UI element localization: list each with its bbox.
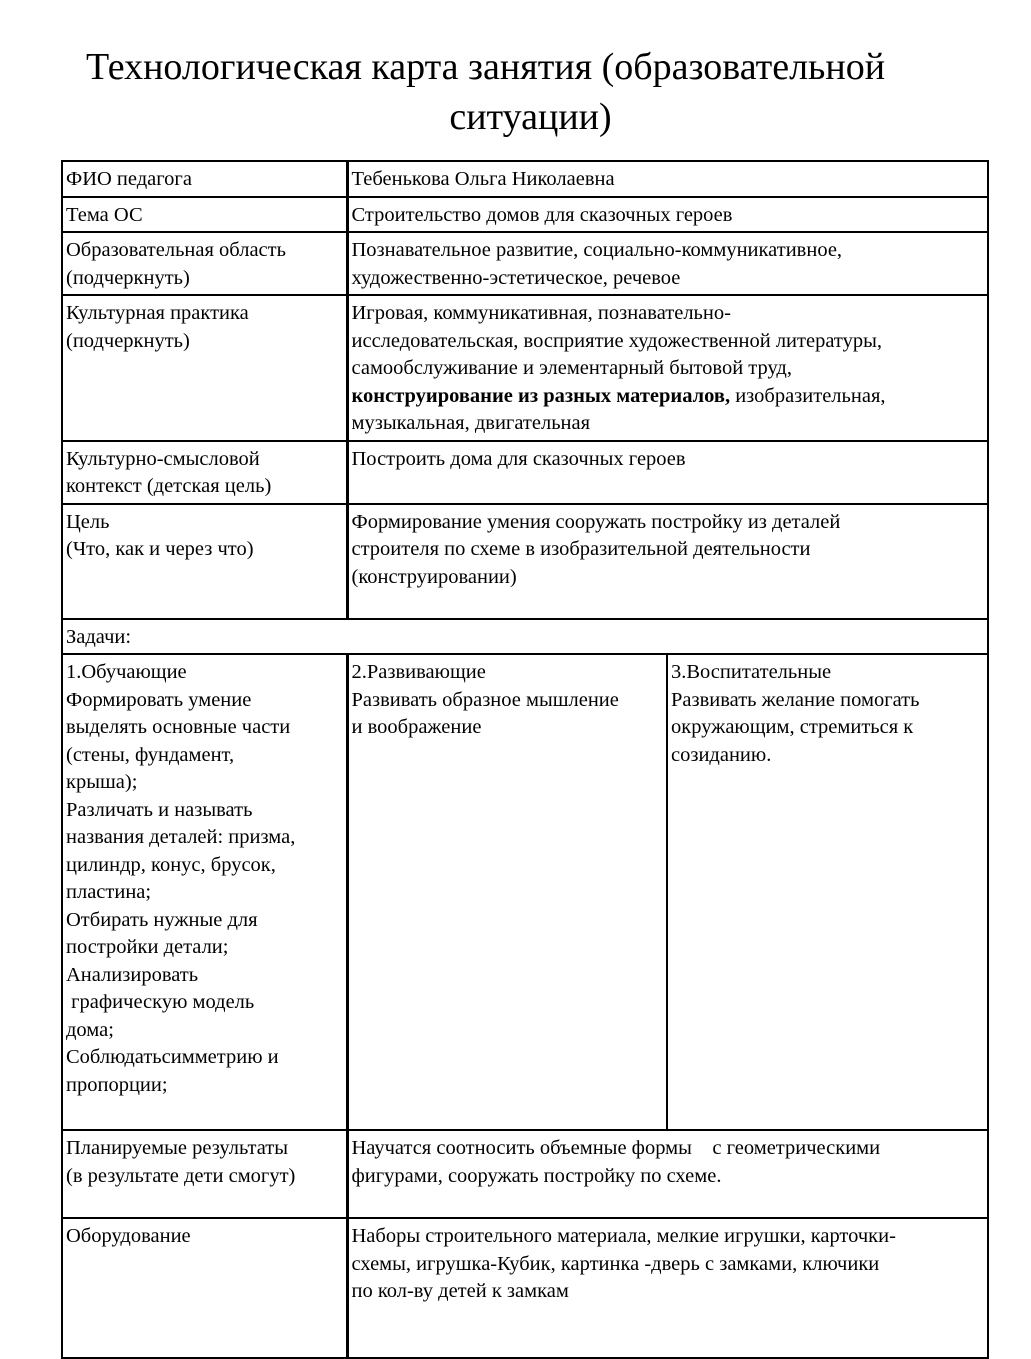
- table-row-results: [62, 1130, 988, 1218]
- tasks-educational: [667, 654, 988, 1130]
- tasks-teaching-line: Анализировать: [66, 963, 199, 986]
- practice-label-line-2: (подчеркнуть): [66, 329, 190, 352]
- context-label: [62, 441, 347, 504]
- table-row-tasks-header: [62, 619, 988, 655]
- goal-value: [347, 504, 988, 619]
- tasks-teaching-line: крыша);: [66, 771, 138, 793]
- topic-value: Строительство домов для сказочных героев: [347, 197, 988, 233]
- context-label-line-1: Культурно-смысловой: [66, 447, 260, 470]
- table-row-teacher: [62, 161, 988, 197]
- goal-label-line-1: Цель: [66, 510, 110, 533]
- tasks-teaching-line: Формировать умение: [66, 688, 252, 711]
- tasks-teaching-line: пропорции;: [66, 1073, 168, 1096]
- results-label-line-2: (в результате дети смогут): [66, 1164, 296, 1187]
- equipment-value-line-3: по кол-ву детей к замкам: [351, 1280, 569, 1302]
- practice-label: [62, 295, 347, 441]
- context-value: Построить дома для сказочных героев: [347, 441, 988, 504]
- title-line-1: Технологическая карта занятия (образовательной: [85, 46, 886, 88]
- table-row-equipment: [62, 1218, 988, 1358]
- practice-label-line-1: Культурная практика: [66, 302, 249, 324]
- area-value-line-2: художественно-эстетическое, речевое: [351, 266, 681, 289]
- tasks-teaching-line: дома;: [66, 1018, 114, 1041]
- table-row-topic: [62, 197, 988, 233]
- tasks-developing-heading: 2.Развивающие: [351, 661, 486, 683]
- tasks-educational-heading: 3.Воспитательные: [671, 661, 832, 683]
- tasks-educational-line-1: Развивать желание помогать: [671, 688, 920, 711]
- context-label-line-2: контекст (детская цель): [66, 475, 272, 497]
- tasks-teaching-line: Различать и называть: [66, 798, 253, 821]
- tasks-label: Задачи:: [62, 619, 988, 655]
- tasks-teaching-line: названия деталей: призма,: [66, 826, 296, 848]
- tasks-teaching-line: Отбирать нужные для: [66, 908, 258, 931]
- results-label: [62, 1130, 347, 1218]
- tasks-developing-line-1: Развивать образное мышление: [351, 688, 619, 711]
- tasks-developing: [347, 654, 667, 1130]
- equipment-label: Оборудование: [62, 1218, 347, 1358]
- tasks-teaching-line: постройки детали;: [66, 936, 229, 958]
- practice-value: [347, 295, 988, 441]
- practice-value-line-4-rest: изобразительная,: [730, 384, 886, 407]
- goal-value-line-2: строителя по схеме в изобразительной деятельности: [351, 538, 811, 560]
- tasks-developing-line-2: и воображение: [351, 716, 482, 738]
- title-line-2: ситуации): [449, 96, 612, 138]
- lesson-card-table: [61, 160, 989, 1359]
- goal-label-line-2: (Что, как и через что): [66, 538, 254, 560]
- tasks-teaching-line: пластина;: [66, 881, 152, 903]
- practice-value-line-5: музыкальная, двигательная: [351, 412, 591, 434]
- table-row-context: [62, 441, 988, 504]
- tasks-teaching: [62, 654, 347, 1130]
- equipment-value-line-2: схемы, игрушка-Кубик, картинка -дверь с замками, ключики: [351, 1252, 880, 1275]
- table-row-practice: [62, 295, 988, 441]
- tasks-educational-line-3: созиданию.: [671, 743, 772, 766]
- area-value: [347, 232, 988, 295]
- teacher-label: ФИО педагога: [62, 161, 347, 197]
- results-value-line-1: Научатся соотносить объемные формы с геометрическими: [351, 1137, 881, 1159]
- area-label: [62, 232, 347, 295]
- tasks-educational-line-2: окружающим, стремиться к: [671, 716, 914, 738]
- table-row-area: [62, 232, 988, 295]
- equipment-value: [347, 1218, 988, 1358]
- goal-value-line-1: Формирование умения сооружать постройку из деталей: [351, 510, 841, 533]
- results-label-line-1: Планируемые результаты: [66, 1137, 289, 1159]
- topic-label: Тема ОС: [62, 197, 347, 233]
- document-title: [0, 42, 1031, 142]
- practice-highlight: конструирование из разных материалов,: [351, 384, 731, 407]
- results-value-line-2: фигурами, сооружать постройку по схеме.: [351, 1164, 722, 1187]
- tasks-teaching-line: цилиндр, конус, брусок,: [66, 853, 276, 876]
- table-row-tasks: [62, 654, 988, 1130]
- practice-value-line-3: самообслуживание и элементарный бытовой труд,: [351, 357, 792, 379]
- equipment-value-line-1: Наборы строительного материала, мелкие игрушки, карточки-: [351, 1225, 896, 1247]
- goal-label: [62, 504, 347, 619]
- results-value: [347, 1130, 988, 1218]
- goal-value-line-3: (конструировании): [351, 565, 517, 588]
- tasks-teaching-line: графическую модель: [66, 991, 255, 1013]
- practice-value-line-2: исследовательская, восприятие художественной литературы,: [351, 329, 882, 352]
- tasks-teaching-line: (стены, фундамент,: [66, 743, 235, 766]
- practice-value-line-4: [352, 383, 985, 411]
- tasks-teaching-heading: 1.Обучающие: [66, 661, 187, 683]
- table-row-goal: [62, 504, 988, 619]
- area-value-line-1: Познавательное развитие, социально-коммуникативное,: [351, 239, 843, 261]
- tasks-teaching-line: Соблюдатьсимметрию и: [66, 1046, 279, 1068]
- area-label-line-2: (подчеркнуть): [66, 266, 190, 289]
- tasks-teaching-line: выделять основные части: [66, 716, 291, 738]
- teacher-value: Тебенькова Ольга Николаевна: [347, 161, 988, 197]
- practice-value-line-1: Игровая, коммуникативная, познавательно-: [351, 302, 731, 324]
- area-label-line-1: Образовательная область: [66, 239, 286, 261]
